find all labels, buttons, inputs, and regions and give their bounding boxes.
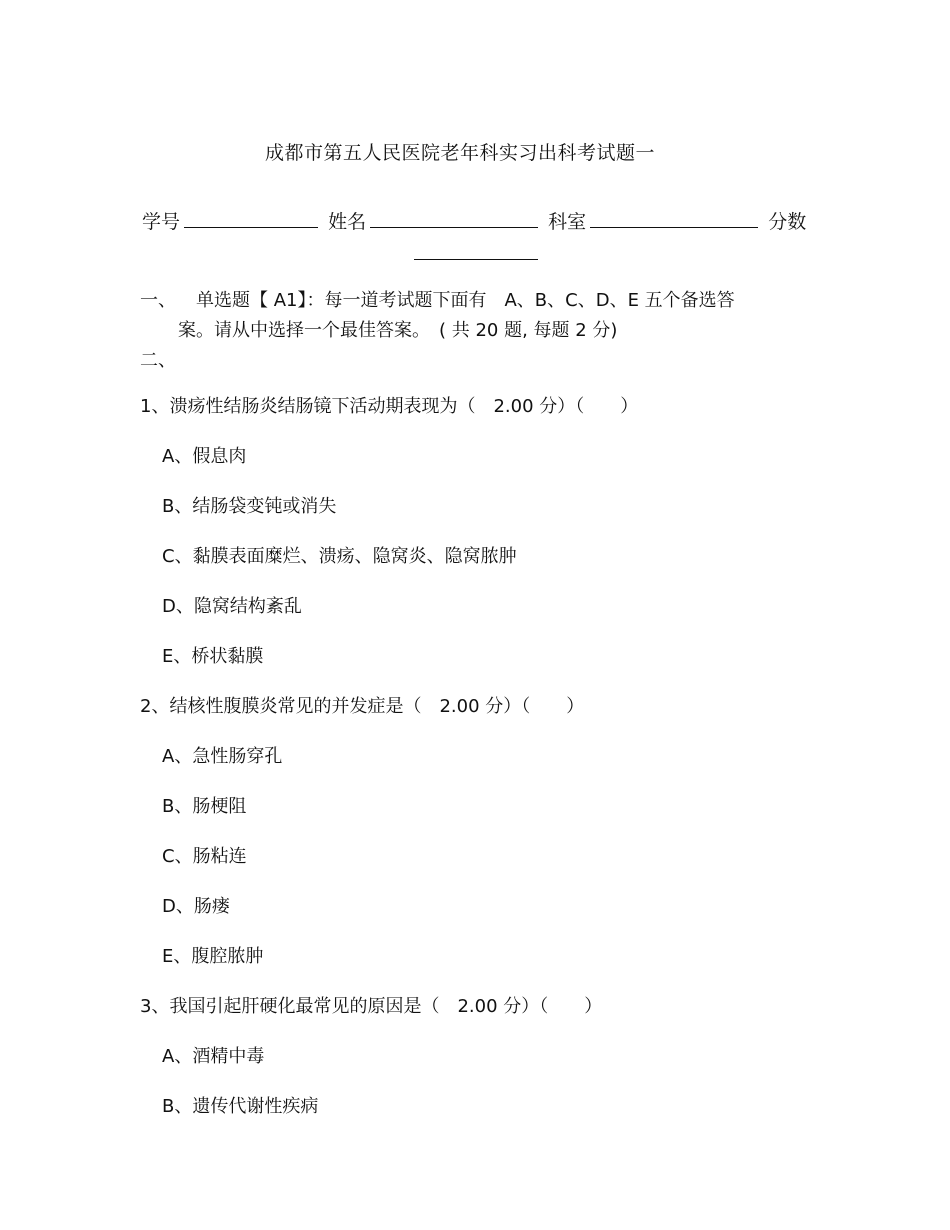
department-label: 科室: [548, 211, 587, 233]
department-field[interactable]: [590, 207, 758, 228]
option-item[interactable]: B、遗传代谢性疾病: [162, 1096, 319, 1117]
question-stem: 3、我国引起肝硬化最常见的原因是（ 2.00 分）（ ）: [140, 996, 603, 1017]
section-instruction-line2: 案。请从中选择一个最佳答案。 ( 共 20 题, 每题 2 分): [178, 320, 618, 341]
student-info-fields: [142, 207, 810, 234]
section-instruction-line1: 单选题【 A1】：每一道考试题下面有 A、B、C、D、E 五个备选答: [196, 290, 735, 311]
option-item[interactable]: D、肠瘘: [162, 896, 230, 917]
score-field[interactable]: [414, 239, 538, 260]
option-item[interactable]: B、结肠袋变钝或消失: [162, 496, 337, 517]
option-item[interactable]: E、腹腔脓肿: [162, 946, 264, 967]
student-id-field[interactable]: [184, 207, 318, 228]
option-item[interactable]: E、桥状黏膜: [162, 646, 264, 667]
option-item[interactable]: C、黏膜表面糜烂、溃疡、隐窝炎、隐窝脓肿: [162, 546, 517, 567]
option-item[interactable]: B、肠梗阻: [162, 796, 247, 817]
name-label: 姓名: [328, 211, 367, 233]
section-second-number: 二、: [140, 350, 176, 371]
option-item[interactable]: A、假息肉: [162, 446, 247, 467]
score-field-row: [414, 239, 542, 266]
option-item[interactable]: A、急性肠穿孔: [162, 746, 283, 767]
option-item[interactable]: D、隐窝结构紊乱: [162, 596, 302, 617]
name-field[interactable]: [370, 207, 538, 228]
section-header: [140, 286, 820, 376]
section-line-1: [140, 286, 820, 316]
student-id-label: 学号: [142, 211, 181, 233]
option-item[interactable]: C、肠粘连: [162, 846, 247, 867]
section-number: 一、: [140, 290, 176, 311]
score-label: 分数: [768, 211, 807, 233]
page-title: 成都市第五人民医院老年科实习出科考试题一: [264, 142, 655, 164]
option-item[interactable]: A、酒精中毒: [162, 1046, 265, 1067]
question-stem: 1、溃疡性结肠炎结肠镜下活动期表现为（ 2.00 分）（ ）: [140, 396, 639, 417]
question-stem: 2、结核性腹膜炎常见的并发症是（ 2.00 分）（ ）: [140, 696, 585, 717]
